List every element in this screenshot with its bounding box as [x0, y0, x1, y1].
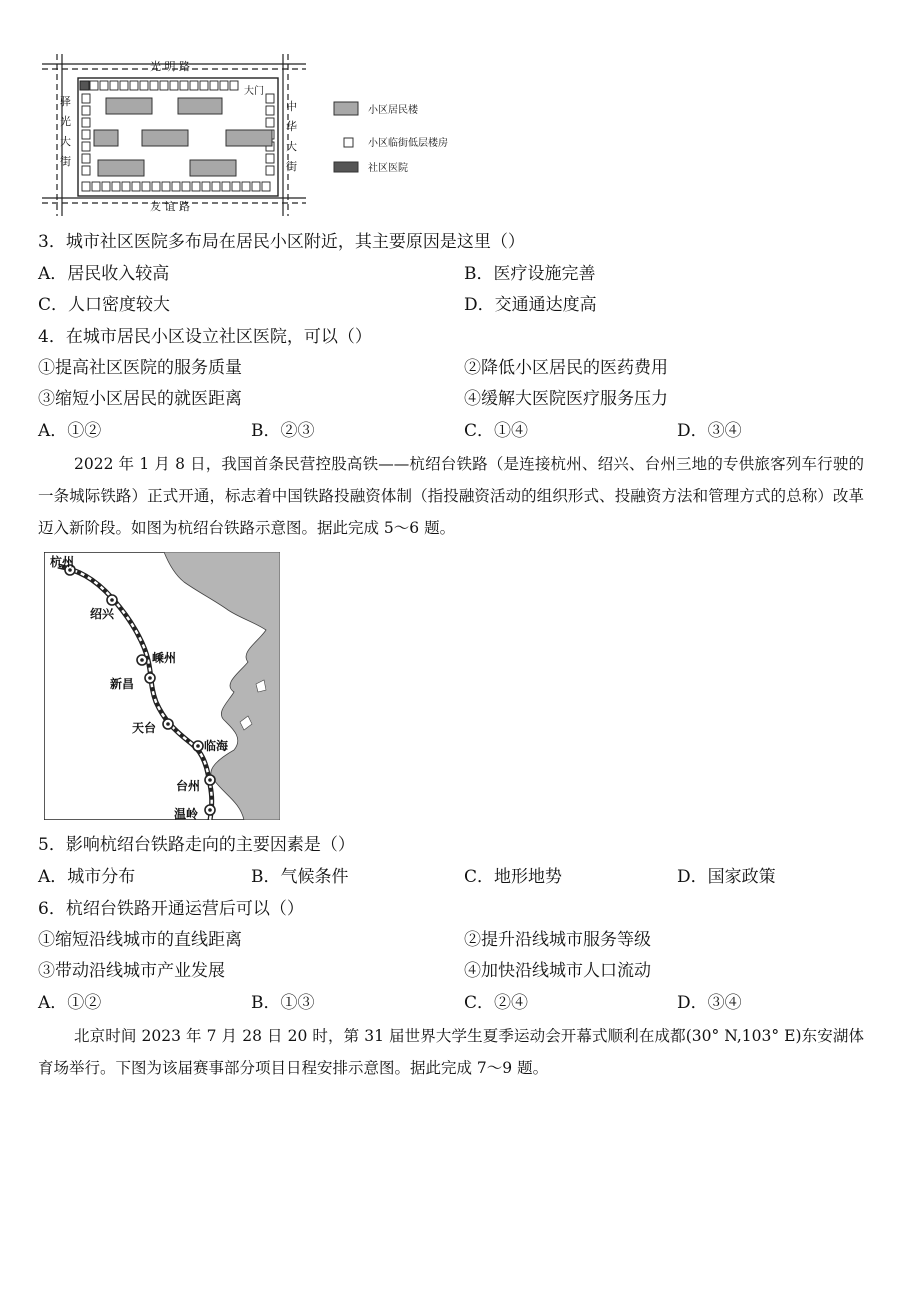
legend-hospital: 社区医院: [368, 163, 408, 174]
q3-stem: 3．城市社区医院多布局在居民小区附近，其主要原因是这里（）: [38, 232, 525, 252]
q4-item-3: ③缩短小区居民的就医距离: [38, 389, 242, 409]
q4-option-a[interactable]: A．①②: [38, 421, 102, 441]
legend-lowrise: 小区临街低层楼房: [368, 138, 448, 149]
road-left-label-4: 街: [60, 155, 71, 168]
q3-option-c[interactable]: C．人口密度较大: [38, 295, 171, 315]
q4-item-2: ②降低小区居民的医药费用: [464, 358, 668, 378]
passage-universiade: 北京时间 2023 年 7 月 28 日 20 时，第 31 届世界大学生夏季运动会开幕式顺利在成都(30° N,103° E)东安湖体育场举行。下图为该届赛事部分项目日程安排示意图。据此完成 7～9 题。: [38, 1027, 864, 1077]
station-hangzhou: 杭州: [50, 555, 75, 569]
station-xinchang: 新昌: [110, 677, 135, 691]
q4-item-4: ④缓解大医院医疗服务压力: [464, 389, 668, 409]
q6-option-b[interactable]: B．①③: [251, 993, 315, 1013]
gate-label: 大门: [244, 86, 264, 97]
road-left-label-1: 驿: [60, 95, 71, 108]
station-shaoxing: 绍兴: [90, 607, 115, 621]
passage-railway: 2022 年 1 月 8 日，我国首条民营控股高铁——杭绍台铁路（是连接杭州、绍兴、台州三地的专供旅客列车行驶的一条城际铁路）正式开通，标志着中国铁路投融资体制（指投融资活动的组织形式、投融资方法和管理方式的总称）改革迈入新阶段。如图为杭绍台铁路示意图。据此完成 5～6 题。: [38, 455, 864, 537]
road-right-label-3: 大: [286, 140, 297, 153]
road-left-label-3: 大: [60, 135, 71, 148]
q6-option-c[interactable]: C．②④: [464, 993, 529, 1013]
q6-stem: 6．杭绍台铁路开通运营后可以（）: [38, 899, 304, 919]
q4-option-d[interactable]: D．③④: [677, 421, 742, 441]
station-wenling: 温岭: [174, 807, 199, 820]
q4-option-b[interactable]: B．②③: [251, 421, 315, 441]
road-bottom-label: 友 谊 路: [150, 200, 190, 213]
q6-item-1: ①缩短沿线城市的直线距离: [38, 930, 242, 950]
station-linhai: 临海: [204, 739, 229, 753]
q5-option-d[interactable]: D．国家政策: [677, 867, 776, 887]
station-tiantai: 天台: [132, 721, 157, 735]
q5-stem: 5．影响杭绍台铁路走向的主要因素是（）: [38, 835, 355, 855]
q3-option-b[interactable]: B．医疗设施完善: [464, 264, 596, 284]
road-right-label-4: 街: [286, 160, 297, 173]
road-left-label-2: 光: [60, 115, 71, 128]
road-top-label: 光 明 路: [150, 60, 190, 73]
q4-option-c[interactable]: C．①④: [464, 421, 529, 441]
q3-option-d[interactable]: D．交通通达度高: [464, 295, 597, 315]
station-taizhou: 台州: [176, 779, 201, 793]
q5-option-a[interactable]: A．城市分布: [38, 867, 136, 887]
community-hospital: [80, 81, 89, 90]
q5-option-b[interactable]: B．气候条件: [251, 867, 349, 887]
q6-item-4: ④加快沿线城市人口流动: [464, 961, 651, 981]
community-map-figure: [38, 50, 458, 220]
q3-option-a[interactable]: A．居民收入较高: [38, 264, 170, 284]
railway-map-figure: [44, 552, 280, 820]
q5-option-c[interactable]: C．地形地势: [464, 867, 563, 887]
road-right-label-1: 中: [286, 100, 297, 113]
q6-item-2: ②提升沿线城市服务等级: [464, 930, 651, 950]
q6-option-d[interactable]: D．③④: [677, 993, 742, 1013]
q6-item-3: ③带动沿线城市产业发展: [38, 961, 225, 981]
road-right-label-2: 华: [286, 120, 297, 133]
q4-stem: 4．在城市居民小区设立社区医院，可以（）: [38, 327, 372, 347]
q4-item-1: ①提高社区医院的服务质量: [38, 358, 242, 378]
legend-residential: 小区居民楼: [368, 105, 418, 116]
station-shengzhou: 嵊州: [152, 651, 177, 665]
q6-option-a[interactable]: A．①②: [38, 993, 102, 1013]
